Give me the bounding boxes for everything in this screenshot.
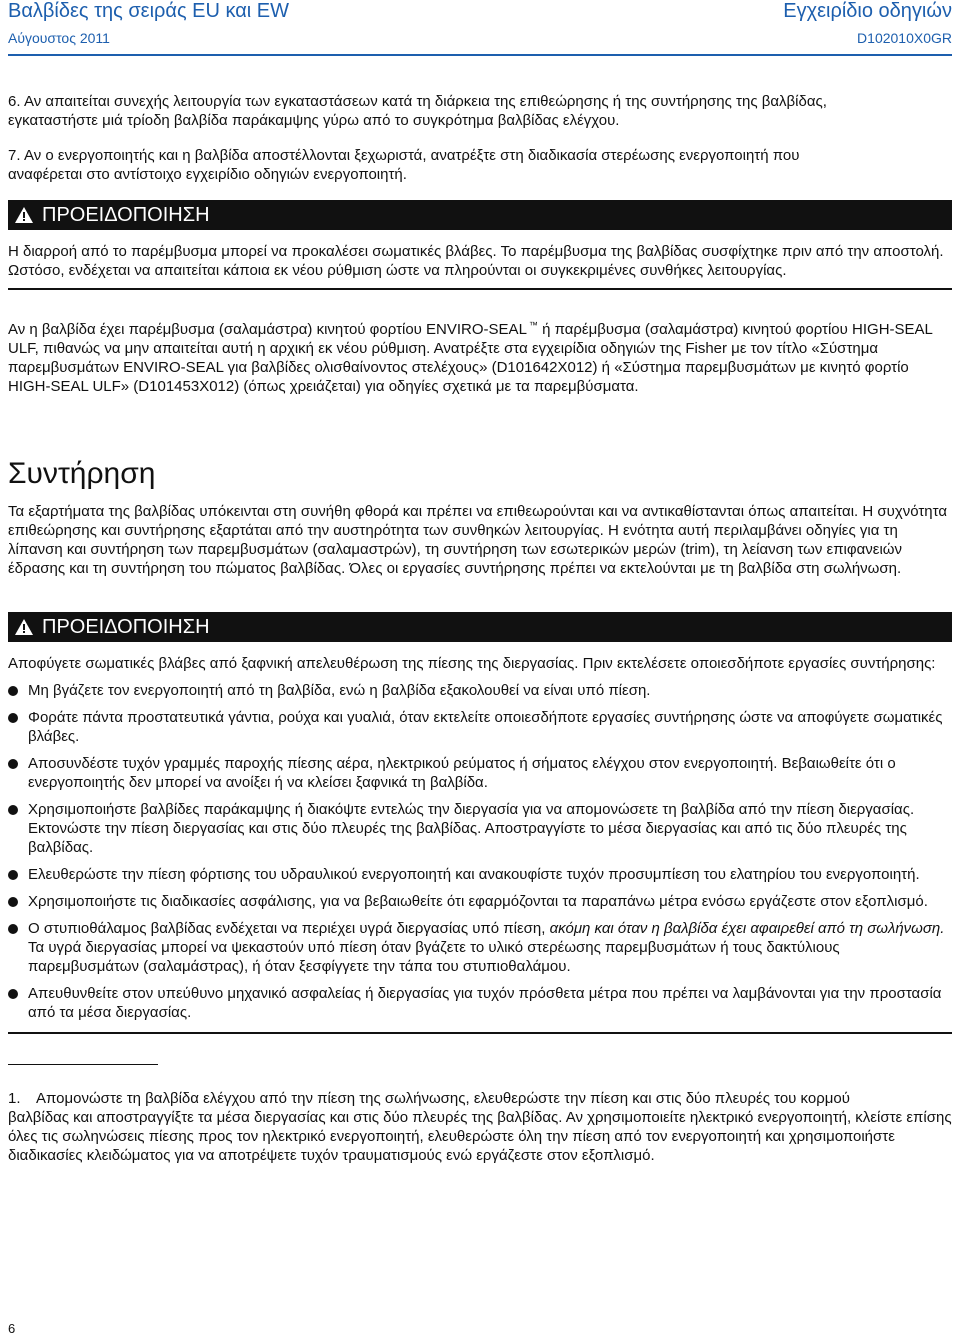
list-item-text: Ελευθερώστε την πίεση φόρτισης του υδραυλικού ενεργοποιητή και ανακουφίστε τυχόν προσυμπίεση του ελατηρίου του ενεργοποιητή. bbox=[28, 866, 920, 883]
section-heading-maintenance: Συντήρηση bbox=[8, 457, 156, 490]
list-item-text: Χρησιμοποιήστε τις διαδικασίες ασφάλισης, για να βεβαιωθείτε ότι εφαρμόζονται τα παραπάνω μέτρα ενόσω εργάζεστε στον εξοπλισμό. bbox=[28, 893, 928, 910]
warning-text: Η διαρροή από το παρέμβυσμα μπορεί να προκαλέσει σωματικές βλάβες. Το παρέμβυσμα της βαλβίδας συσφίχτηκε πριν από την αποστολή. Ωστόσο, ενδέχεται να απαιτείται κάποια εκ νέου ρύθμιση ώστε να πληρούνται οι συγκεκριμένες συνθήκες λειτουργίας. bbox=[8, 243, 944, 279]
bullet-icon bbox=[8, 870, 18, 880]
header-rule bbox=[8, 54, 952, 56]
bullet-icon bbox=[8, 897, 18, 907]
step-6 bbox=[8, 92, 952, 130]
step-text-line1: Αν απαιτείται συνεχής λειτουργία των εγκαταστάσεων κατά τη διάρκεια της επιθεώρησης ή της συντήρησης της βαλβίδας, bbox=[24, 93, 827, 110]
footnote-line1: Απομονώστε τη βαλβίδα ελέγχου από την πίεση της σωλήνωσης, ελευθερώστε την πίεση και στις δύο πλευρές του κορμού bbox=[36, 1090, 850, 1107]
header-doc-number: D102010X0GR bbox=[857, 30, 952, 46]
footnote-number: 1. bbox=[8, 1090, 21, 1107]
packing-paragraph bbox=[8, 316, 952, 396]
bullet-icon bbox=[8, 686, 18, 696]
warning-text-block bbox=[8, 242, 952, 290]
bullet-icon bbox=[8, 805, 18, 815]
step-text-line2: αναφέρεται στο αντίστοιχο εγχειρίδιο οδηγιών ενεργοποιητή. bbox=[8, 166, 407, 183]
list-item-text: Τα υγρά διεργασίας μπορεί να ψεκαστούν υπό πίεση όταν βγάζετε το υλικό στερέωσης παρεμβυσμάτων ή τους δακτύλιους παρεμβυσμάτων (σαλαμάστρας), ή όταν ξεσφίγγετε την τάπα του στυπιοθαλάμου. bbox=[28, 939, 840, 975]
maintenance-paragraph: Τα εξαρτήματα της βαλβίδας υπόκεινται στη συνήθη φθορά και πρέπει να επιθεωρούνται και να αντικαθίστανται όπως απαιτείται. Η συχνότητα επιθεώρησης και συντήρησης εξαρτάται από την αυστηρότητα των συνθηκών λειτουργίας. Η ενότητα αυτή περιλαμβάνει οδηγίες για τη λίπανση και συντήρηση των παρεμβυσμάτων (σαλαμαστρών), τη συντήρηση των εσωτερικών μερών (trim), τη λείανση των επιφανειών έδρασης και τη συντήρηση του πώματος βαλβίδας. Όλες οι εργασίες συντήρησης πρέπει να εκτελούνται με τη βαλβίδα στη σωλήνωση. bbox=[8, 503, 948, 577]
warning-intro: Αποφύγετε σωματικές βλάβες από ξαφνική απελευθέρωση της πίεσης της διεργασίας. Πριν εκτελέσετε οποιεσδήποτε εργασίες συντήρησης: bbox=[8, 655, 936, 672]
list-item-text: Φοράτε πάντα προστατευτικά γάντια, ρούχα και γυαλιά, όταν εκτελείτε οποιεσδήποτε εργασίες συντήρησης ώστε να αποφύγετε σωματικές βλάβες. bbox=[28, 709, 943, 745]
step-number: 7. bbox=[8, 147, 21, 164]
list-item bbox=[8, 800, 952, 857]
warning-triangle-icon bbox=[14, 206, 34, 224]
bullet-icon bbox=[8, 989, 18, 999]
warning-text-block bbox=[8, 654, 952, 1034]
list-item-text: Αποσυνδέστε τυχόν γραμμές παροχής πίεσης αέρα, ηλεκτρικού ρεύματος ή σήματος ελέγχου στον ενεργοποιητή. Βεβαιωθείτε ότι ο ενεργοποιητής δεν μπορεί να ανοίξει ή να κλείσει ξαφνικά τη βαλβίδα. bbox=[28, 755, 896, 791]
page-content bbox=[8, 92, 952, 1165]
warning-title: ΠΡΟΕΙΔΟΠΟΙΗΣΗ bbox=[42, 615, 210, 638]
list-item bbox=[8, 754, 952, 792]
warning-triangle-icon bbox=[14, 618, 34, 636]
warning-bullet-list bbox=[8, 681, 952, 1022]
list-item-text: Χρησιμοποιήστε βαλβίδες παράκαμψης ή διακόψτε εντελώς την διεργασία για να απομονώσετε τη βαλβίδα από την πίεση διεργασίας. Εκτονώστε την πίεση διεργασίας και στις δύο πλευρές της βαλβίδας. Αποστραγγίστε το μέσα διεργασίας και από τις δύο πλευρές της βαλβίδας. bbox=[28, 801, 915, 856]
trademark-symbol: ™ bbox=[528, 320, 538, 330]
footnote bbox=[8, 1089, 952, 1165]
warning-banner bbox=[8, 200, 952, 230]
bullet-icon bbox=[8, 713, 18, 723]
step-text bbox=[8, 146, 952, 184]
list-item bbox=[8, 708, 952, 746]
footnote-text bbox=[8, 1089, 952, 1165]
warning-title: ΠΡΟΕΙΔΟΠΟΙΗΣΗ bbox=[42, 203, 210, 226]
list-item bbox=[8, 865, 952, 884]
header-date: Αύγουστος 2011 bbox=[8, 30, 110, 46]
list-item-text: Ο στυπιοθάλαμος βαλβίδας ενδέχεται να περιέχει υγρά διεργασίας υπό πίεση, bbox=[28, 920, 550, 937]
bullet-icon bbox=[8, 924, 18, 934]
packing-text-part2: ή παρέμβυσμα (σαλαμάστρα) κινητού φορτίου HIGH-SEAL ULF, πιθανώς να μην απαιτείται αυτή η αρχική εκ νέου ρύθμιση. Ανατρέξτε στα εγχειρίδια οδηγιών της Fisher με τον τίτλο «Σύστημα παρεμβυσμάτων ENVIRO-SEAL για βαλβίδες ολισθαίνοντος στελέχους» (D101642X012) ή «Σύστημα παρεμβυσμάτων με κινητό φορτίο HIGH-SEAL ULF» (D101453X012) (όπως χρειάζεται) για οδηγίες σχετικά με τα παρεμβύσματα. bbox=[8, 321, 933, 395]
footnote-rest: βαλβίδας και αποστραγγίξτε τα μέσα διεργασίας και στις δύο πλευρές της βαλβίδας. Αν χρησιμοποιείτε ηλεκτρικό ενεργοποιητή, κλείστε επίσης όλες τις σωληνώσεις πίεσης προς τον ηλεκτρικό ενεργοποιητή, ελευθερώστε όλη την πίεση από τον ενεργοποιητή και χρησιμοποιήστε διαδικασίες κλειδώματος για να αποτρέψετε τυχόν τραυματισμούς ενώ εργάζεστε στον εξοπλισμό. bbox=[8, 1109, 952, 1164]
step-7 bbox=[8, 146, 952, 184]
page-number: 6 bbox=[8, 1321, 16, 1336]
list-item bbox=[8, 919, 952, 976]
page-header bbox=[8, 0, 952, 50]
step-text bbox=[8, 92, 952, 130]
step-text-line1: Αν ο ενεργοποιητής και η βαλβίδα αποστέλλονται ξεχωριστά, ανατρέξτε στη διαδικασία στερέωσης ενεργοποιητή που bbox=[24, 147, 800, 164]
step-number: 6. bbox=[8, 93, 21, 110]
header-title-left: Βαλβίδες της σειράς EU και EW bbox=[8, 0, 290, 22]
bullet-icon bbox=[8, 759, 18, 769]
list-item bbox=[8, 892, 952, 911]
list-item-text: Απευθυνθείτε στον υπεύθυνο μηχανικό ασφαλείας ή διεργασίας για τυχόν πρόσθετα μέτρα που πρέπει να λαμβάνονται για την προστασία από τα μέσα διεργασίας. bbox=[28, 985, 942, 1021]
header-title-right: Εγχειρίδιο οδηγιών bbox=[783, 0, 952, 22]
packing-text-part1: Αν η βαλβίδα έχει παρέμβυσμα (σαλαμάστρα) κινητού φορτίου ENVIRO-SEAL bbox=[8, 321, 527, 338]
list-item bbox=[8, 984, 952, 1022]
step-text-line2: εγκαταστήστε μιά τρίοδη βαλβίδα παράκαμψης γύρω από το συγκρότημα βαλβίδας ελέγχου. bbox=[8, 112, 620, 129]
list-item-italic-text: ακόμη και όταν η βαλβίδα έχει αφαιρεθεί από τη σωλήνωση. bbox=[549, 920, 945, 937]
list-item bbox=[8, 681, 952, 700]
list-item-text: Μη βγάζετε τον ενεργοποιητή από τη βαλβίδα, ενώ η βαλβίδα εξακολουθεί να είναι υπό πίεση. bbox=[28, 682, 651, 699]
footnote-divider bbox=[8, 1064, 158, 1065]
warning-banner bbox=[8, 612, 952, 642]
